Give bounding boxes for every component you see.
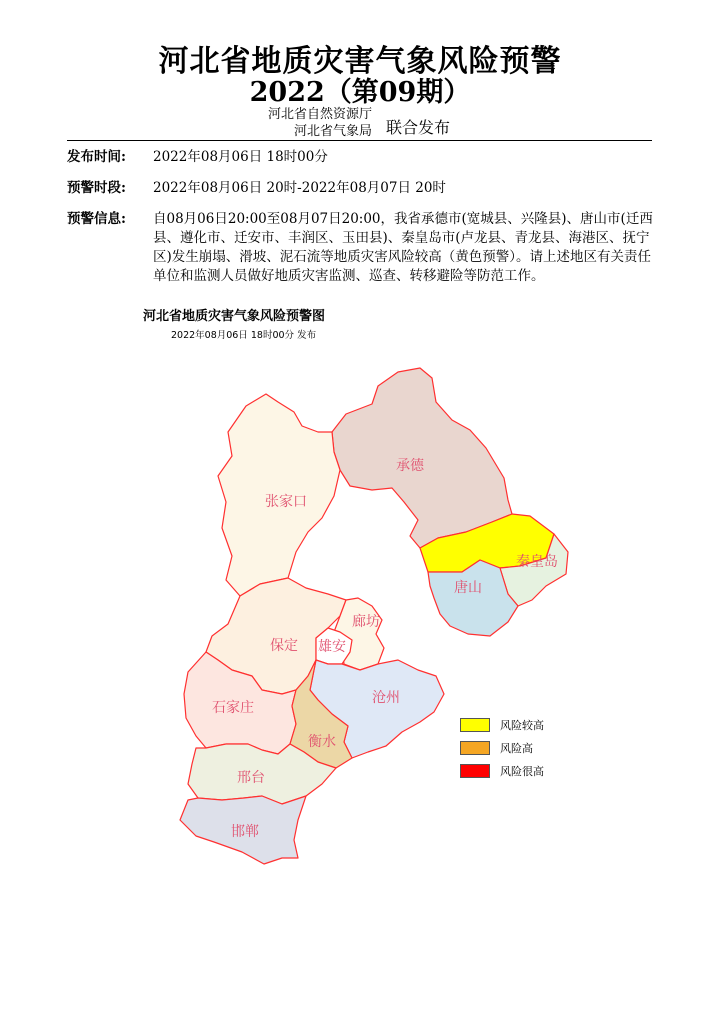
city-label-qinhuangdao: 秦皇岛 [516,554,558,570]
warning-message-value: 自08月06日20:00至08月07日20:00，我省承德市(宽城县、兴隆县)、唐山市(迁西县、遵化市、迁安市、丰润区、玉田县)、秦皇岛市(卢龙县、青龙县、海港区、抚宁区)发生崩塌、滑坡、泥石流等地质灾害风险较高（黄色预警）。请上述地区有关责任单位和监测人员做好地质灾害监测、巡查、转移避险等防范工作。 [153,211,653,284]
legend-label-very-high: 风险很高 [500,765,544,778]
legend-swatch-orange [460,741,490,755]
legend-label-higher: 风险较高 [500,719,544,732]
city-label-langfang: 廊坊 [352,614,380,630]
warning-period-label: 预警时段: [67,180,126,196]
legend-swatch-red [460,764,490,778]
issuer-natural-resources: 河北省自然资源厅 [267,107,372,122]
warning-message-label: 预警信息: [67,211,126,227]
issue-number: 2022（第09期） [249,77,471,108]
issuer-meteorology: 河北省气象局 [293,124,372,139]
legend-swatch-yellow [460,718,490,732]
map-subtitle: 2022年08月06日 18时00分 发布 [171,330,317,341]
document-title: 河北省地质灾害气象风险预警 [158,44,562,79]
city-label-chengde: 承德 [396,458,424,474]
city-label-hengshui: 衡水 [308,734,336,750]
joint-release-label: 联合发布 [386,118,451,137]
city-label-tangshan: 唐山 [454,580,482,596]
city-label-xingtai: 邢台 [237,770,265,786]
city-label-zhangjiakou: 张家口 [265,494,307,510]
city-label-handan: 邯郸 [231,824,259,840]
city-label-cangzhou: 沧州 [372,690,400,706]
release-time-label: 发布时间: [67,149,126,165]
city-label-xiongan: 雄安 [318,639,346,655]
city-label-shijiazhuang: 石家庄 [212,700,254,716]
warning-period-value: 2022年08月06日 20时-2022年08月07日 20时 [153,180,446,196]
legend-label-high: 风险高 [500,742,533,755]
city-label-baoding: 保定 [270,638,298,654]
release-time-value: 2022年08月06日 18时00分 [153,149,328,165]
map-title: 河北省地质灾害气象风险预警图 [143,309,326,324]
